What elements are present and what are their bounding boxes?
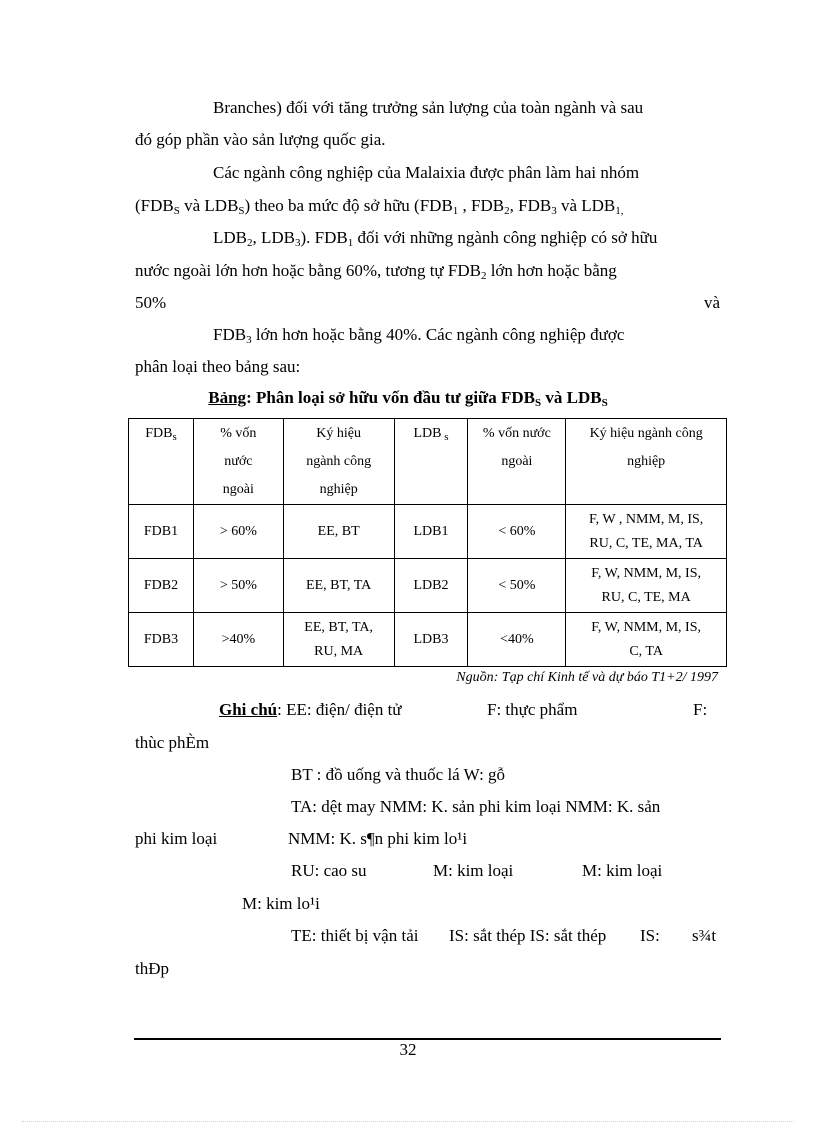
notes-line-1-c: F: [693,700,708,719]
cell-pct2: <40% [468,613,566,667]
notes-line-8-a: TE: thiết bị vận tải [291,926,419,945]
cell-fdb: FDB3 [129,613,194,667]
cell-sym2: F, W , NMM, M, IS, RU, C, TE, MA, TA [566,505,727,559]
cell-sym2: F, W, NMM, M, IS, RU, C, TE, MA [566,559,727,613]
cell-pct2: < 50% [468,559,566,613]
page-number: 32 [399,1040,417,1059]
paragraph-2-line-4: nước ngoài lớn hơn hoặc bằng 60%, tương tự $FDB_2$ lớn hơn hoặc bằng [135,261,617,282]
header-fdb: $FDB_s$ [129,419,194,505]
paragraph-2-line-3: $LDB_2$, $LDB_3$). $FDB_1$ đối với những ngành công nghiệp có sở hữu [213,228,658,249]
paragraph-2-line-1: Các ngành công nghiệp của Malaixia được phân làm hai nhóm [213,163,640,182]
notes-line-1: Ghi chú: EE: điện/ điện tử [219,700,402,719]
notes-line-7: M: kim lo¹i [242,894,320,913]
cell-fdb: FDB2 [129,559,194,613]
cell-fdb: FDB1 [129,505,194,559]
cell-ldb: LDB1 [394,505,468,559]
paragraph-2-line-2: ($FDB_S$ và $LDB_S$) theo ba mức độ sở hữu ($FDB_1$ , $FDB_2$, $FDB_3$ và $LDB_{1,}$ [135,196,624,217]
notes-line-8-c: IS: [640,926,660,945]
paragraph-2-line-7: phân loại theo bảng sau: [135,357,301,376]
notes-line-3: BT : đồ uống và thuốc lá W: gỗ [291,765,506,784]
cell-sym2: F, W, NMM, M, IS, C, TA [566,613,727,667]
table-source: Nguồn: Tạp chí Kinh tế và dự báo T1+2/ 1997 [456,670,718,685]
cell-sym: EE, BT, TA [283,559,394,613]
cell-ldb: LDB2 [394,559,468,613]
table-row [129,505,727,559]
paragraph-2-line-5: 50% và [135,293,720,312]
notes-line-5-b: NMM: K. s¶n phi kim lo¹i [288,829,468,848]
page-edge-divider [22,1121,794,1122]
header-industry-code: Ký hiệu ngành công nghiệp [283,419,394,505]
table-row [129,613,727,667]
header-industry-code-2: Ký hiệu ngành công nghiệp [566,419,727,505]
notes-line-2: thùc phÈm [135,733,210,752]
cell-sym: EE, BT, TA, RU, MA [283,613,394,667]
cell-pct: >40% [193,613,283,667]
paragraph-1-line-2: đó góp phần vào sản lượng quốc gia. [135,130,386,149]
header-ldb: LDB $_s$ [394,419,468,505]
notes-line-5-a: phi kim loại [135,829,218,848]
table-row [129,559,727,613]
cell-sym: EE, BT [283,505,394,559]
notes-line-9: thÐp [135,959,169,978]
notes-line-6-a: RU: cao su [291,861,367,880]
notes-line-4: TA: dệt may NMM: K. sản phi kim loại NMM: K. sản [291,797,661,816]
cell-ldb: LDB3 [394,613,468,667]
ownership-table [128,418,727,667]
table-header-row [129,419,727,505]
header-foreign-capital-2: % vốn nước ngoài [468,419,566,505]
paragraph-2-line-6: $FDB_3$ lớn hơn hoặc bằng 40%. Các ngành công nghiệp được [213,325,625,346]
paragraph-1-line-1: Branches) đối với tăng trưởng sản lượng của toàn ngành và sau [213,98,644,117]
notes-line-6-c: M: kim loại [582,861,663,880]
notes-line-1-b: F: thực phẩm [487,700,578,719]
header-foreign-capital: % vốn nước ngoài [193,419,283,505]
notes-line-8-d: s¾t [692,926,717,945]
cell-pct: > 60% [193,505,283,559]
cell-pct2: < 60% [468,505,566,559]
notes-line-8-b: IS: sắt thép IS: sắt thép [449,926,607,945]
table-caption: Bảng: Phân loại sở hữu vốn đầu tư giữa $FDB_S$ và $LDB_S$ [208,388,608,409]
cell-pct: > 50% [193,559,283,613]
notes-line-6-b: M: kim loại [433,861,514,880]
